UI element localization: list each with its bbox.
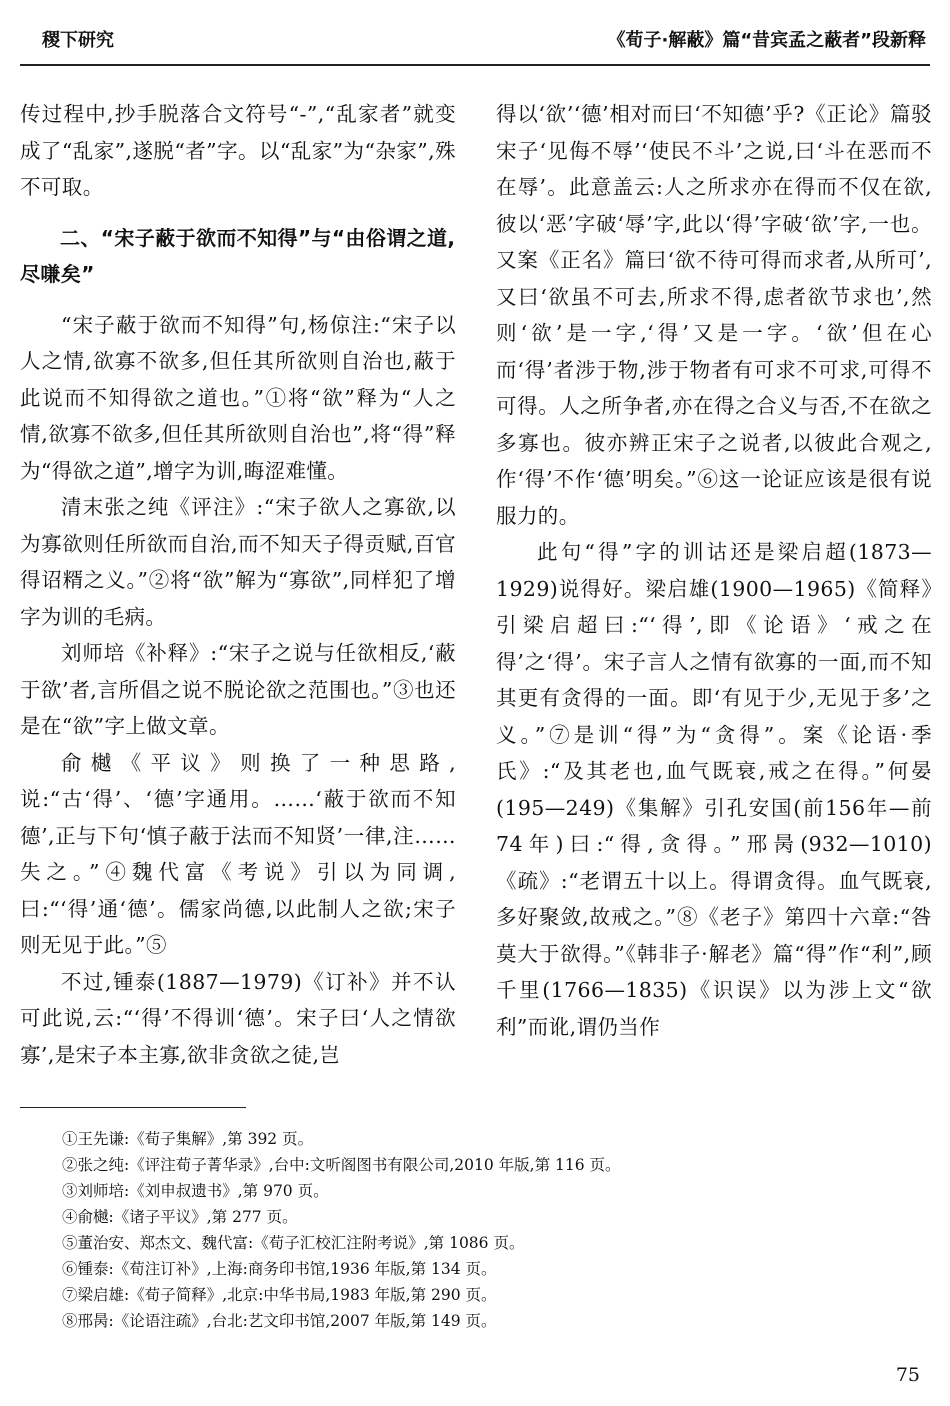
footnote: ⑧邢昺:《论语注疏》,台北:艺文印书馆,2007 年版,第 149 页。 <box>62 1312 497 1330</box>
paragraph: 刘师培《补释》:“宋子之说与任欲相反,‘蔽于欲’者,言所倡之说不脱论欲之范围也。”③也还是在“欲”字上做文章。 <box>20 641 456 738</box>
running-header <box>20 20 930 60</box>
paragraph: “宋子蔽于欲而不知得”句,杨倞注:“宋子以人之情,欲寡不欲多,但任其所欲则自治也,蔽于此说而不知得欲之道也。”①将“欲”释为“人之情,欲寡不欲多,但任其所欲则自治也”,将“得”释为“得欲之道”,增字为训,晦涩难懂。 <box>20 312 456 483</box>
footnote: ⑥锺泰:《荀注订补》,上海:商务印书馆,1936 年版,第 134 页。 <box>62 1260 497 1278</box>
footnote: ②张之纯:《评注荀子菁华录》,台中:文听阁图书有限公司,2010 年版,第 116 页。 <box>62 1156 621 1174</box>
paragraph: 此句“得”字的训诂还是梁启超(1873—1929)说得好。梁启雄(1900—1965)《简释》引梁启超曰:“‘得’,即《论语》‘戒之在得’之‘得’。宋子言人之情有欲寡的一面,而不知其更有贪得的一面。即‘有见于少,无见于多’之义。”⑦是训“得”为“贪得”。案《论语·季氏》:“及其老也,血气既衰,戒之在得。”何晏(195—249)《集解》引孔安国(前156年—前74年)曰:“得,贪得。”邢昺(932—1010)《疏》:“老谓五十以上。得谓贪得。血气既衰,多好聚敛,故戒之。”⑧《老子》第四十六章:“咎莫大于欲得。”《韩非子·解老》篇“得”作“利”,顾千里(1766—1835)《识误》以为涉上文“欲利”而讹,谓仍当作 <box>496 540 932 1039</box>
page-number: 75 <box>895 1364 920 1386</box>
right-column <box>496 96 932 1045</box>
footnote: ⑦梁启雄:《荀子简释》,北京:中华书局,1983 年版,第 290 页。 <box>62 1286 497 1304</box>
footnote: ①王先谦:《荀子集解》,第 392 页。 <box>62 1130 314 1148</box>
footnote: ④俞樾:《诸子平议》,第 277 页。 <box>62 1208 298 1226</box>
paragraph: 得以‘欲’‘德’相对而曰‘不知德’乎?《正论》篇驳宋子‘见侮不辱’‘使民不斗’之说,曰‘斗在恶而不在辱’。此意盖云:人之所求亦在得而不仅在欲,彼以‘恶’字破‘辱’字,此以‘得’字破‘欲’字,一也。又案《正名》篇曰‘欲不待可得而求者,从所可’,又曰‘欲虽不可去,所求不得,虑者欲节求也’,然则‘欲’是一字,‘得’又是一字。‘欲’但在心而‘得’者涉于物,涉于物者有可求不可求,可得不可得。人之所争者,亦在得之合义与否,不在欲之多寡也。彼亦辨正宋子之说者,以彼此合观之,作‘得’不作‘德’明矣。”⑥这一论证应该是很有说服力的。 <box>496 102 932 528</box>
journal-name: 稷下研究 <box>42 30 114 51</box>
paragraph: 传过程中,抄手脱落合文符号“-”,“乱家者”就变成了“乱家”,遂脱“者”字。以“乱家”为“杂家”,殊不可取。 <box>20 102 456 199</box>
paragraph: 不过,锺泰(1887—1979)《订补》并不认可此说,云:“‘得’不得训‘德’。宋子曰‘人之情欲寡’,是宋子本主寡,欲非贪欲之徒,岂 <box>20 969 456 1067</box>
footnote-rule <box>20 1107 246 1108</box>
header-rule <box>20 64 930 66</box>
footnote: ⑤董治安、郑杰文、魏代富:《荀子汇校汇注附考说》,第 1086 页。 <box>62 1234 525 1252</box>
paragraph: 清末张之纯《评注》:“宋子欲人之寡欲,以为寡欲则任所欲而自治,而不知天子得贡赋,百官得诏糈之义。”②将“欲”解为“寡欲”,同样犯了增字为训的毛病。 <box>20 495 456 629</box>
paragraph: 俞樾《平议》则换了一种思路,说:“古‘得’、‘德’字通用。……‘蔽于欲而不知德’,正与下句‘慎子蔽于法而不知贤’一律,注……失之。”④魏代富《考说》引以为同调,曰:“‘得’通‘德’。儒家尚德,以此制人之欲;宋子则无见于此。”⑤ <box>20 750 456 957</box>
section-heading: 二、“宋子蔽于欲而不知得”与“由俗谓之道,尽嗛矣” <box>20 225 456 286</box>
left-column <box>20 96 456 1073</box>
article-title: 《荀子·解蔽》篇“昔宾孟之蔽者”段新释 <box>607 30 926 51</box>
footnote: ③刘师培:《刘申叔遗书》,第 970 页。 <box>62 1182 329 1200</box>
footnotes <box>62 1126 621 1334</box>
